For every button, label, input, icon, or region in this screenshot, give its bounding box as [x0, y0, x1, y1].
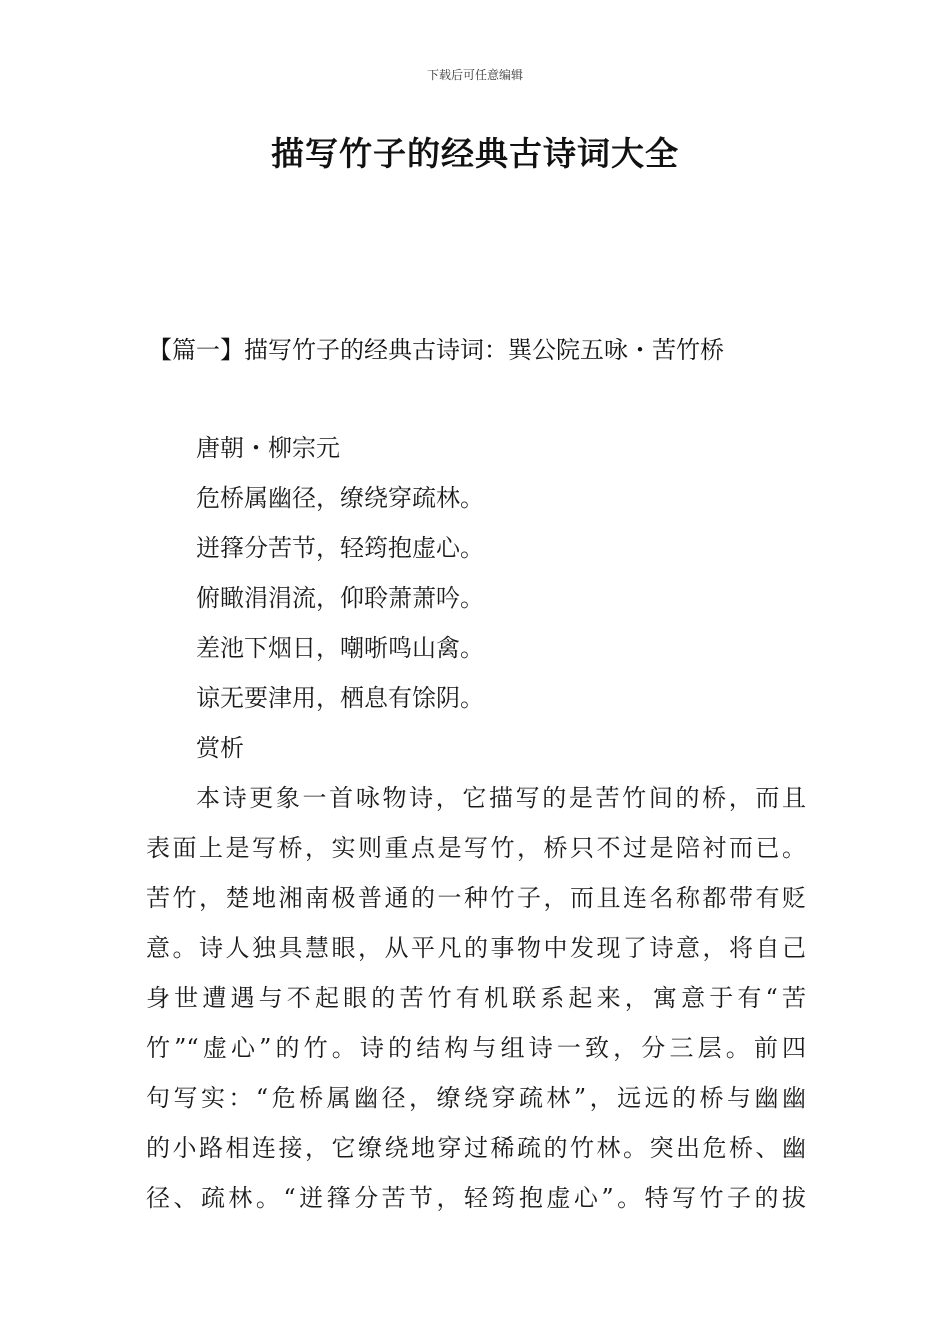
poem-line: 危桥属幽径，缭绕穿疏林。	[196, 484, 484, 512]
paragraph-line: 本诗更象一首咏物诗，它描写的是苦竹间的桥，而且	[196, 784, 806, 812]
poem-author: 唐朝・柳宗元	[196, 434, 340, 462]
poem-line: 俯瞰涓涓流，仰聆萧萧吟。	[196, 584, 484, 612]
paragraph-line: 的小路相连接，它缭绕地穿过稀疏的竹林。突出危桥、幽	[146, 1134, 806, 1162]
page-title: 描写竹子的经典古诗词大全	[271, 134, 679, 173]
poem-line: 迸箨分苦节，轻筠抱虚心。	[196, 534, 484, 562]
paragraph-line: 句写实：“危桥属幽径，缭绕穿疏林”，远远的桥与幽幽	[146, 1084, 806, 1112]
poem-block	[196, 428, 816, 778]
paragraph-line: 身世遭遇与不起眼的苦竹有机联系起来，寓意于有“苦	[146, 984, 806, 1012]
poem-line: 谅无要津用，栖息有馀阴。	[196, 684, 484, 712]
header-note: 下载后可任意编辑	[426, 68, 523, 82]
paragraph-line: 意。诗人独具慧眼，从平凡的事物中发现了诗意，将自己	[146, 934, 806, 962]
appreciation-text	[146, 776, 806, 1226]
paragraph-line: 竹”“虚心”的竹。诗的结构与组诗一致，分三层。前四	[146, 1034, 806, 1062]
paragraph-line: 表面上是写桥，实则重点是写竹，桥只不过是陪衬而已。	[146, 834, 806, 862]
appreciation-label: 赏析	[196, 734, 244, 762]
poem-line: 差池下烟日，嘲哳鸣山禽。	[196, 634, 484, 662]
section-heading: 【篇一】描写竹子的经典古诗词：巽公院五咏・苦竹桥	[148, 336, 724, 364]
paragraph-line: 苦竹，楚地湘南极普通的一种竹子，而且连名称都带有贬	[146, 884, 806, 912]
paragraph-line: 径、疏林。“迸箨分苦节，轻筠抱虚心”。特写竹子的拔	[146, 1184, 806, 1212]
